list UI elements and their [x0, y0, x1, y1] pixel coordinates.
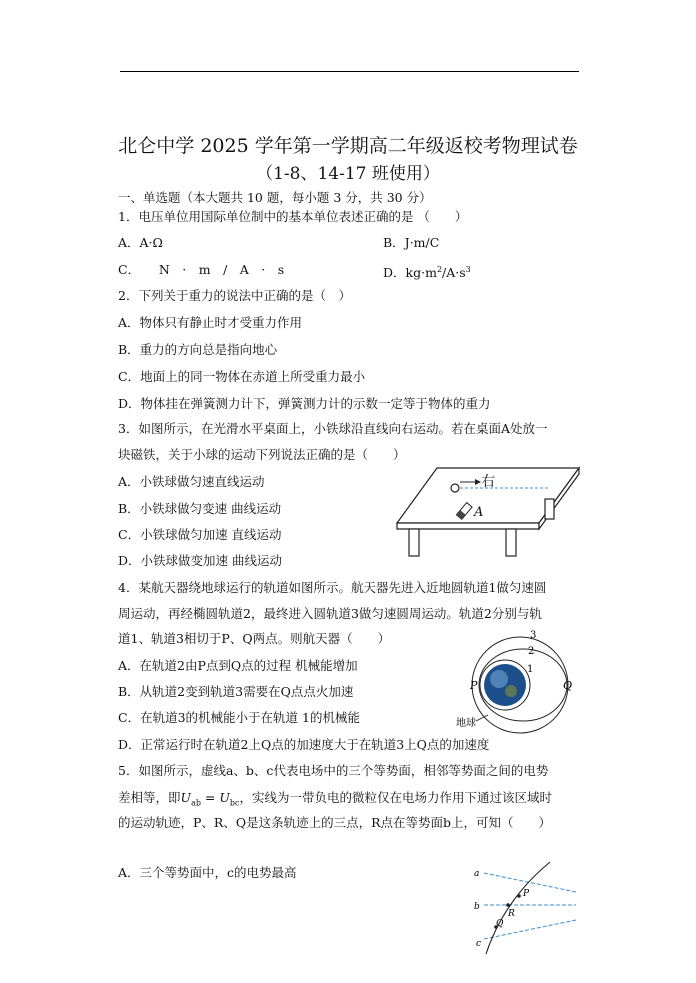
- table-leg: [409, 529, 419, 556]
- equipotential-a: [484, 873, 576, 892]
- q5-field-figure: [468, 860, 580, 956]
- q5-stem-line3: 的运动轨迹，P、R、Q是这条轨迹上的三点，R点在等势面b上，可知（ ）: [118, 815, 551, 830]
- orbit-label-1: 1: [527, 664, 534, 675]
- q1-option-c: C． N · m / A · s: [118, 262, 285, 277]
- q4-stem-line2: 周运动，再经椭圆轨道2，最终进入圆轨道3做匀速圆周运动。轨道2分别与轨: [118, 606, 542, 621]
- section-heading: 一、单选题（本大题共 10 题，每小题 3 分，共 30 分）: [118, 190, 432, 205]
- q4-option-c: C．在轨道3的机械能小于在轨道 1的机械能: [118, 710, 360, 725]
- q2-stem: 2．下列关于重力的说法中正确的是（ ）: [118, 288, 351, 303]
- q1-option-a: A．A·Ω: [118, 235, 163, 250]
- q5-sub-ab: ab: [191, 798, 201, 808]
- label-r: R: [508, 909, 515, 919]
- q1-d-mid: /A·s: [442, 265, 466, 281]
- q5-stem2-pre: 差相等，即: [118, 790, 181, 805]
- earth-land: [505, 685, 517, 697]
- q1-stem: 1．电压单位用国际单位制中的基本单位表述正确的是 （ ）: [118, 209, 468, 224]
- header-rule: [120, 71, 579, 72]
- q4-stem-line3: 道1、轨道3相切于P、Q两点。则航天器（ ）: [118, 631, 391, 646]
- q3-option-d: D．小铁球做变加速 曲线运动: [118, 553, 282, 568]
- q3-option-b: B．小铁球做匀变速 曲线运动: [118, 501, 282, 516]
- q4-orbit-figure: [450, 625, 580, 735]
- page-subtitle: （1-8、14-17 班使用）: [256, 164, 440, 184]
- q5-eq-u: = U: [200, 790, 230, 805]
- q4-option-b: B．从轨道2变到轨道3需要在Q点点火加速: [118, 684, 354, 699]
- table-leg: [545, 499, 554, 519]
- q3-option-a: A．小铁球做匀速直线运动: [118, 474, 265, 489]
- q1-d-sup2: 3: [465, 265, 471, 274]
- point-q-label: Q: [563, 679, 573, 692]
- q2-option-d: D．物体挂在弹簧测力计下，弹簧测力计的示数一定等于物体的重力: [118, 396, 491, 411]
- q5-option-a: A．三个等势面中，c的电势最高: [118, 865, 297, 880]
- orbit-label-3: 3: [530, 630, 537, 641]
- q3-stem-line1: 3．如图所示，在光滑水平桌面上，小铁球沿直线向右运动。若在桌面A处放一: [118, 421, 548, 436]
- q3-table-figure: [395, 466, 581, 560]
- earth-label: 地球: [456, 718, 476, 729]
- earth-highlight: [490, 670, 508, 688]
- q4-option-d: D．正常运行时在轨道2上Q点的加速度大于在轨道3上Q点的加速度: [118, 737, 490, 752]
- label-b: b: [474, 902, 480, 912]
- q2-option-c: C．地面上的同一物体在赤道上所受重力最小: [118, 369, 366, 384]
- q5-stem2-post: ，实线为一带负电的微粒仅在电场力作用下通过该区域时: [239, 790, 553, 805]
- table-leg: [506, 529, 516, 556]
- label-c: c: [476, 939, 482, 949]
- q5-u: U: [180, 790, 192, 805]
- page-title: 北仑中学 2025 学年第一学期高二年级返校考物理试卷: [118, 135, 578, 157]
- q1-d-sup1: 2: [436, 265, 443, 274]
- q2-option-b: B．重力的方向总是指向地心: [118, 342, 278, 357]
- point-p-label: P: [470, 679, 478, 692]
- q4-stem-line1: 4．某航天器绕地球运行的轨道如图所示。航天器先进入近地圆轨道1做匀速圆: [118, 580, 547, 595]
- point-p: [517, 894, 521, 898]
- q2-option-a: A．物体只有静止时才受重力作用: [118, 315, 303, 330]
- q5-sub-bc: bc: [229, 798, 240, 808]
- q1-option-d: [383, 262, 471, 281]
- label-p: P: [523, 889, 530, 899]
- q4-option-a: A．在轨道2由P点到Q点的过程 机械能增加: [118, 658, 358, 673]
- earth-pointer: [476, 715, 488, 721]
- label-q: Q: [496, 919, 504, 929]
- q5-stem-line1: 5．如图所示，虚线a、b、c代表电场中的三个等势面，相邻等势面之间的电势: [118, 763, 549, 778]
- q3-option-c: C．小铁球做匀加速 直线运动: [118, 527, 282, 542]
- label-a: a: [474, 869, 480, 879]
- q1-d-text: D．kg·m: [383, 265, 437, 281]
- orbit-label-2: 2: [528, 646, 535, 657]
- label-right: 右: [481, 474, 495, 490]
- table-front-edge: [397, 523, 539, 529]
- label-a: A: [474, 505, 484, 520]
- point-r: [506, 903, 510, 907]
- q1-option-b: B．J·m/C: [383, 235, 440, 250]
- q3-stem-line2: 块磁铁，关于小球的运动下列说法正确的是（ ）: [118, 447, 406, 462]
- iron-ball: [451, 484, 459, 492]
- q5-stem-line2: [118, 790, 552, 812]
- particle-trajectory: [486, 862, 550, 954]
